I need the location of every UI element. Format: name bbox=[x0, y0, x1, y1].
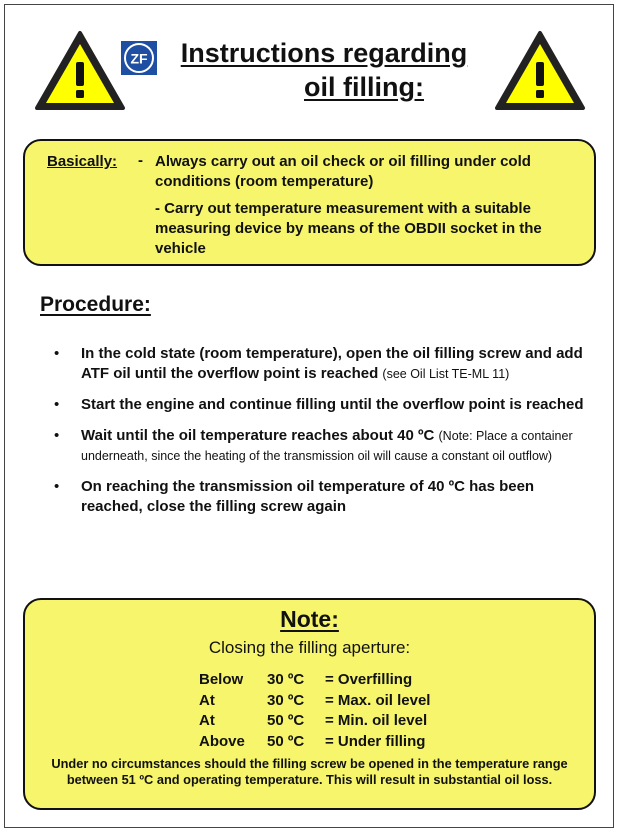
basics-dash: - bbox=[138, 152, 143, 169]
basics-item: Always carry out an oil check or oil filling under cold conditions (room temperature) bbox=[155, 153, 531, 190]
procedure-step bbox=[52, 477, 592, 517]
note-panel bbox=[23, 598, 596, 810]
step-note: (see Oil List TE-ML 11) bbox=[382, 367, 510, 381]
step-text: Start the engine and continue filling until the overflow point is reached bbox=[81, 396, 584, 413]
basics-label: Basically: bbox=[47, 153, 118, 170]
procedure-step bbox=[52, 344, 592, 384]
procedure-list bbox=[52, 344, 592, 528]
procedure-title: Procedure: bbox=[40, 293, 151, 316]
step-note: (Note: Place a container underneath, since the heating of the transmission oil will cause a constant oil outflow) bbox=[81, 429, 573, 463]
condition-cell: Below bbox=[199, 671, 244, 688]
table-row bbox=[199, 732, 430, 753]
bullet-icon: • bbox=[54, 396, 60, 413]
bullet-icon: • bbox=[54, 427, 60, 444]
step-text: In the cold state (room temperature), open the oil filling screw and add ATF oil until the overflow point is reached bbox=[81, 345, 583, 382]
table-row bbox=[199, 691, 430, 712]
procedure-step bbox=[52, 426, 592, 466]
title-line-2: oil filling: bbox=[304, 72, 424, 102]
title-line-1: Instructions regarding bbox=[180, 38, 468, 68]
procedure-step bbox=[52, 395, 592, 415]
table-row bbox=[199, 711, 430, 732]
temperature-table bbox=[199, 670, 430, 752]
temperature-cell: 30 ºC bbox=[267, 691, 305, 709]
table-row bbox=[199, 670, 430, 691]
temperature-cell: 50 ºC bbox=[267, 732, 305, 750]
note-subtitle: Closing the filling aperture: bbox=[208, 638, 411, 657]
temperature-cell: 30 ºC bbox=[267, 671, 305, 688]
result-cell: = Min. oil level bbox=[325, 712, 428, 729]
zf-logo bbox=[120, 40, 158, 76]
condition-cell: At bbox=[199, 712, 215, 729]
note-title: Note: bbox=[280, 606, 339, 632]
warning-triangle-icon bbox=[34, 30, 126, 112]
warning-triangle-icon bbox=[494, 30, 586, 112]
step-text: On reaching the transmission oil temperature of 40 ºC has been reached, close the filling screw again bbox=[81, 478, 535, 515]
result-cell: = Overfilling bbox=[325, 671, 413, 688]
basics-item: - Carry out temperature measurement with a suitable measuring device by means of the OBDII socket in the vehicle bbox=[155, 200, 542, 257]
temperature-cell: 50 ºC bbox=[267, 712, 305, 729]
bullet-icon: • bbox=[54, 345, 60, 362]
condition-cell: At bbox=[199, 691, 215, 709]
logo-text: ZF bbox=[130, 50, 148, 67]
result-cell: = Max. oil level bbox=[325, 691, 431, 709]
basics-panel bbox=[23, 139, 596, 266]
bullet-icon: • bbox=[54, 478, 60, 495]
note-warning-text: Under no circumstances should the filling screw be opened in the temperature range between 51 ºC and operating temperature. This will result in substantial oil loss. bbox=[51, 756, 568, 787]
step-text: Wait until the oil temperature reaches about 40 ºC bbox=[81, 427, 435, 444]
result-cell: = Under filling bbox=[325, 732, 426, 750]
page-title bbox=[164, 36, 484, 104]
condition-cell: Above bbox=[199, 732, 245, 750]
